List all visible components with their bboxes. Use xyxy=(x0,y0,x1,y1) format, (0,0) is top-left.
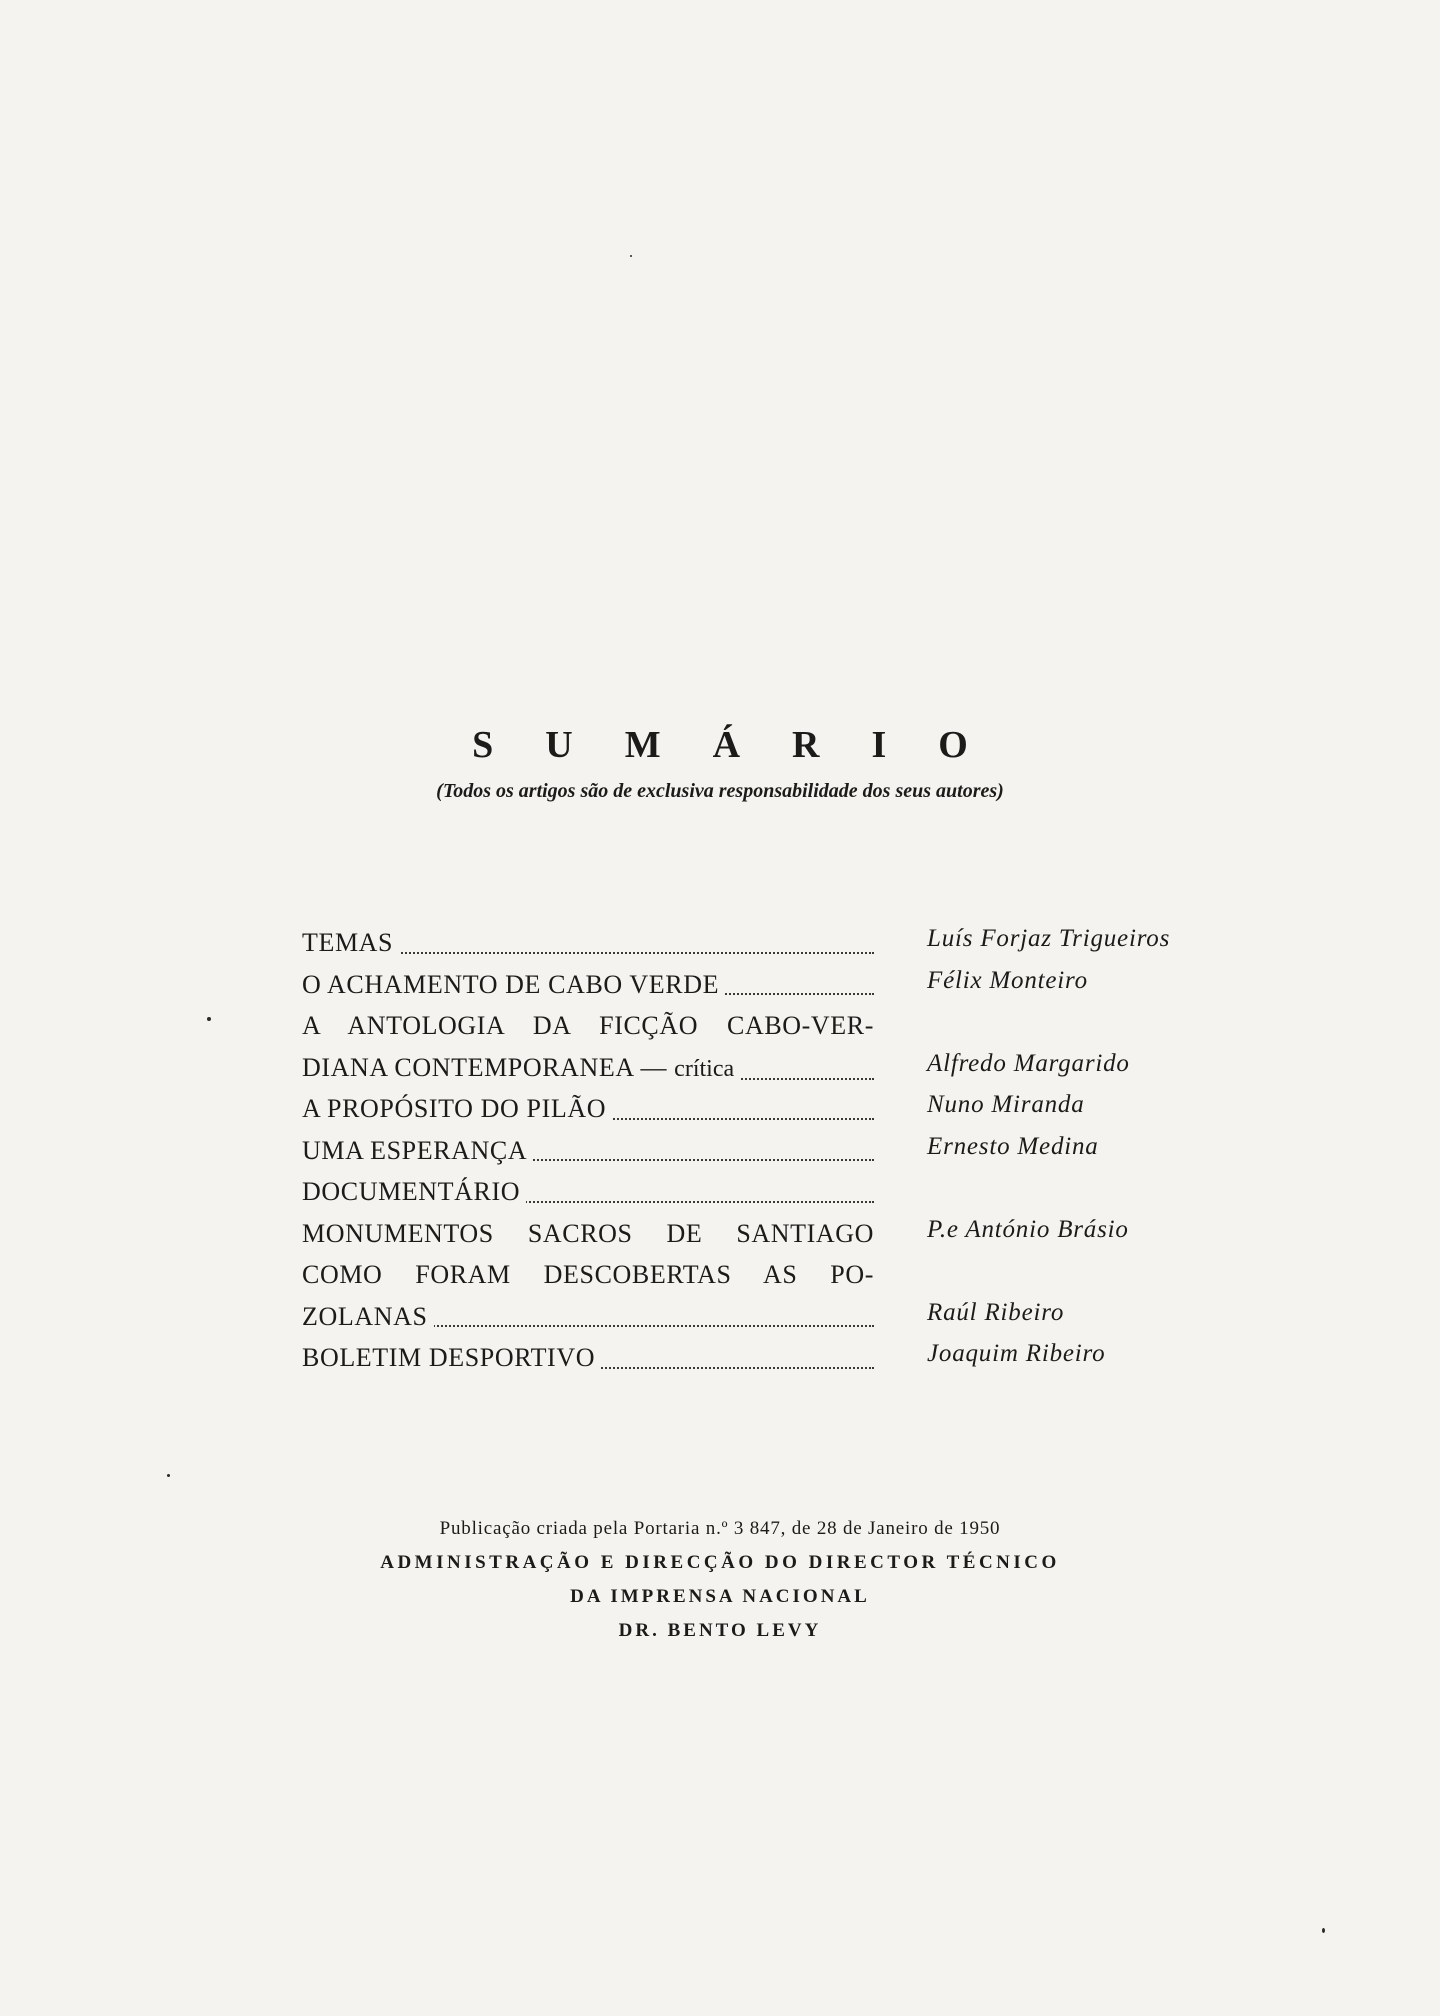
toc-entry-title xyxy=(302,964,874,1006)
scan-speck xyxy=(630,255,632,257)
toc-entry-author: Raúl Ribeiro xyxy=(927,1298,1065,1326)
toc-entry-title-text: COMO FORAM DESCOBERTAS AS PO- xyxy=(302,1260,874,1289)
toc-entry xyxy=(302,1047,1232,1089)
footer-press: DA IMPRENSA NACIONAL xyxy=(570,1586,870,1607)
footer-director: DR. BENTO LEVY xyxy=(618,1620,822,1641)
scan-speck xyxy=(167,1474,170,1477)
toc-entry xyxy=(302,1337,1232,1379)
footer-administration: ADMINISTRAÇÃO E DIRECÇÃO DO DIRECTOR TÉCNICO xyxy=(380,1552,1060,1573)
toc-entry xyxy=(302,1171,1232,1213)
toc-entry-title xyxy=(302,1213,874,1255)
toc-entry-title xyxy=(302,1171,874,1213)
toc-entry-title-text: BOLETIM DESPORTIVO xyxy=(302,1343,596,1372)
toc-entry-title-text: ZOLANAS xyxy=(302,1301,428,1331)
toc-entry xyxy=(302,922,1232,964)
toc-entry-author: Félix Monteiro xyxy=(927,966,1088,994)
page-title: SUMÁRIO xyxy=(472,724,1020,766)
toc-entry-title-text: A PROPÓSITO DO PILÃO xyxy=(302,1094,607,1123)
toc-entry-title-text: MONUMENTOS SACROS DE SANTIAGO xyxy=(302,1218,874,1248)
toc-entry xyxy=(302,1213,1232,1255)
toc-entry xyxy=(302,964,1232,1006)
toc-entry xyxy=(302,1130,1232,1172)
toc-entry-title xyxy=(302,922,874,964)
scan-speck xyxy=(207,1017,211,1021)
toc-entry-author: Alfredo Margarido xyxy=(927,1049,1130,1077)
footer-publication-note: Publicação criada pela Portaria n.º 3 847, de 28 de Janeiro de 1950 xyxy=(439,1518,1001,1539)
toc-entry-title xyxy=(302,1254,874,1296)
page-subtitle: (Todos os artigos são de exclusiva responsabilidade dos seus autores) xyxy=(436,780,1004,802)
toc-entry-note: crítica xyxy=(674,1055,735,1082)
toc-entry-title xyxy=(302,1337,874,1379)
toc-entry-title-text: O ACHAMENTO DE CABO VERDE xyxy=(302,969,720,999)
toc-entry-title xyxy=(302,1047,874,1091)
toc-entry-title xyxy=(302,1005,874,1047)
toc-entry-title-text: DOCUMENTÁRIO xyxy=(302,1177,521,1206)
toc-entry-author: Nuno Miranda xyxy=(927,1091,1085,1118)
toc-entry-title xyxy=(302,1296,874,1338)
toc-entry xyxy=(302,1254,1232,1296)
toc-entry xyxy=(302,1296,1232,1338)
toc-entry-author: Luís Forjaz Trigueiros xyxy=(927,925,1171,952)
toc-entry xyxy=(302,1088,1232,1130)
toc-entry-title-text: UMA ESPERANÇA xyxy=(302,1135,528,1165)
toc-entry-title-text: TEMAS xyxy=(302,928,394,957)
toc-entry-author: Ernesto Medina xyxy=(927,1132,1099,1160)
toc-entry-author: P.e António Brásio xyxy=(927,1215,1129,1243)
scan-speck xyxy=(1322,1928,1325,1933)
toc-entry-author: Joaquim Ribeiro xyxy=(927,1340,1106,1367)
toc-entry-title xyxy=(302,1130,874,1172)
toc-entry xyxy=(302,1005,1232,1047)
table-of-contents xyxy=(302,922,1232,1379)
toc-entry-title-text: DIANA CONTEMPORANEA — xyxy=(302,1052,675,1082)
toc-entry-title-text: A ANTOLOGIA DA FICÇÃO CABO-VER- xyxy=(302,1011,874,1040)
toc-entry-title xyxy=(302,1088,874,1130)
publication-footer xyxy=(0,1512,1440,1648)
